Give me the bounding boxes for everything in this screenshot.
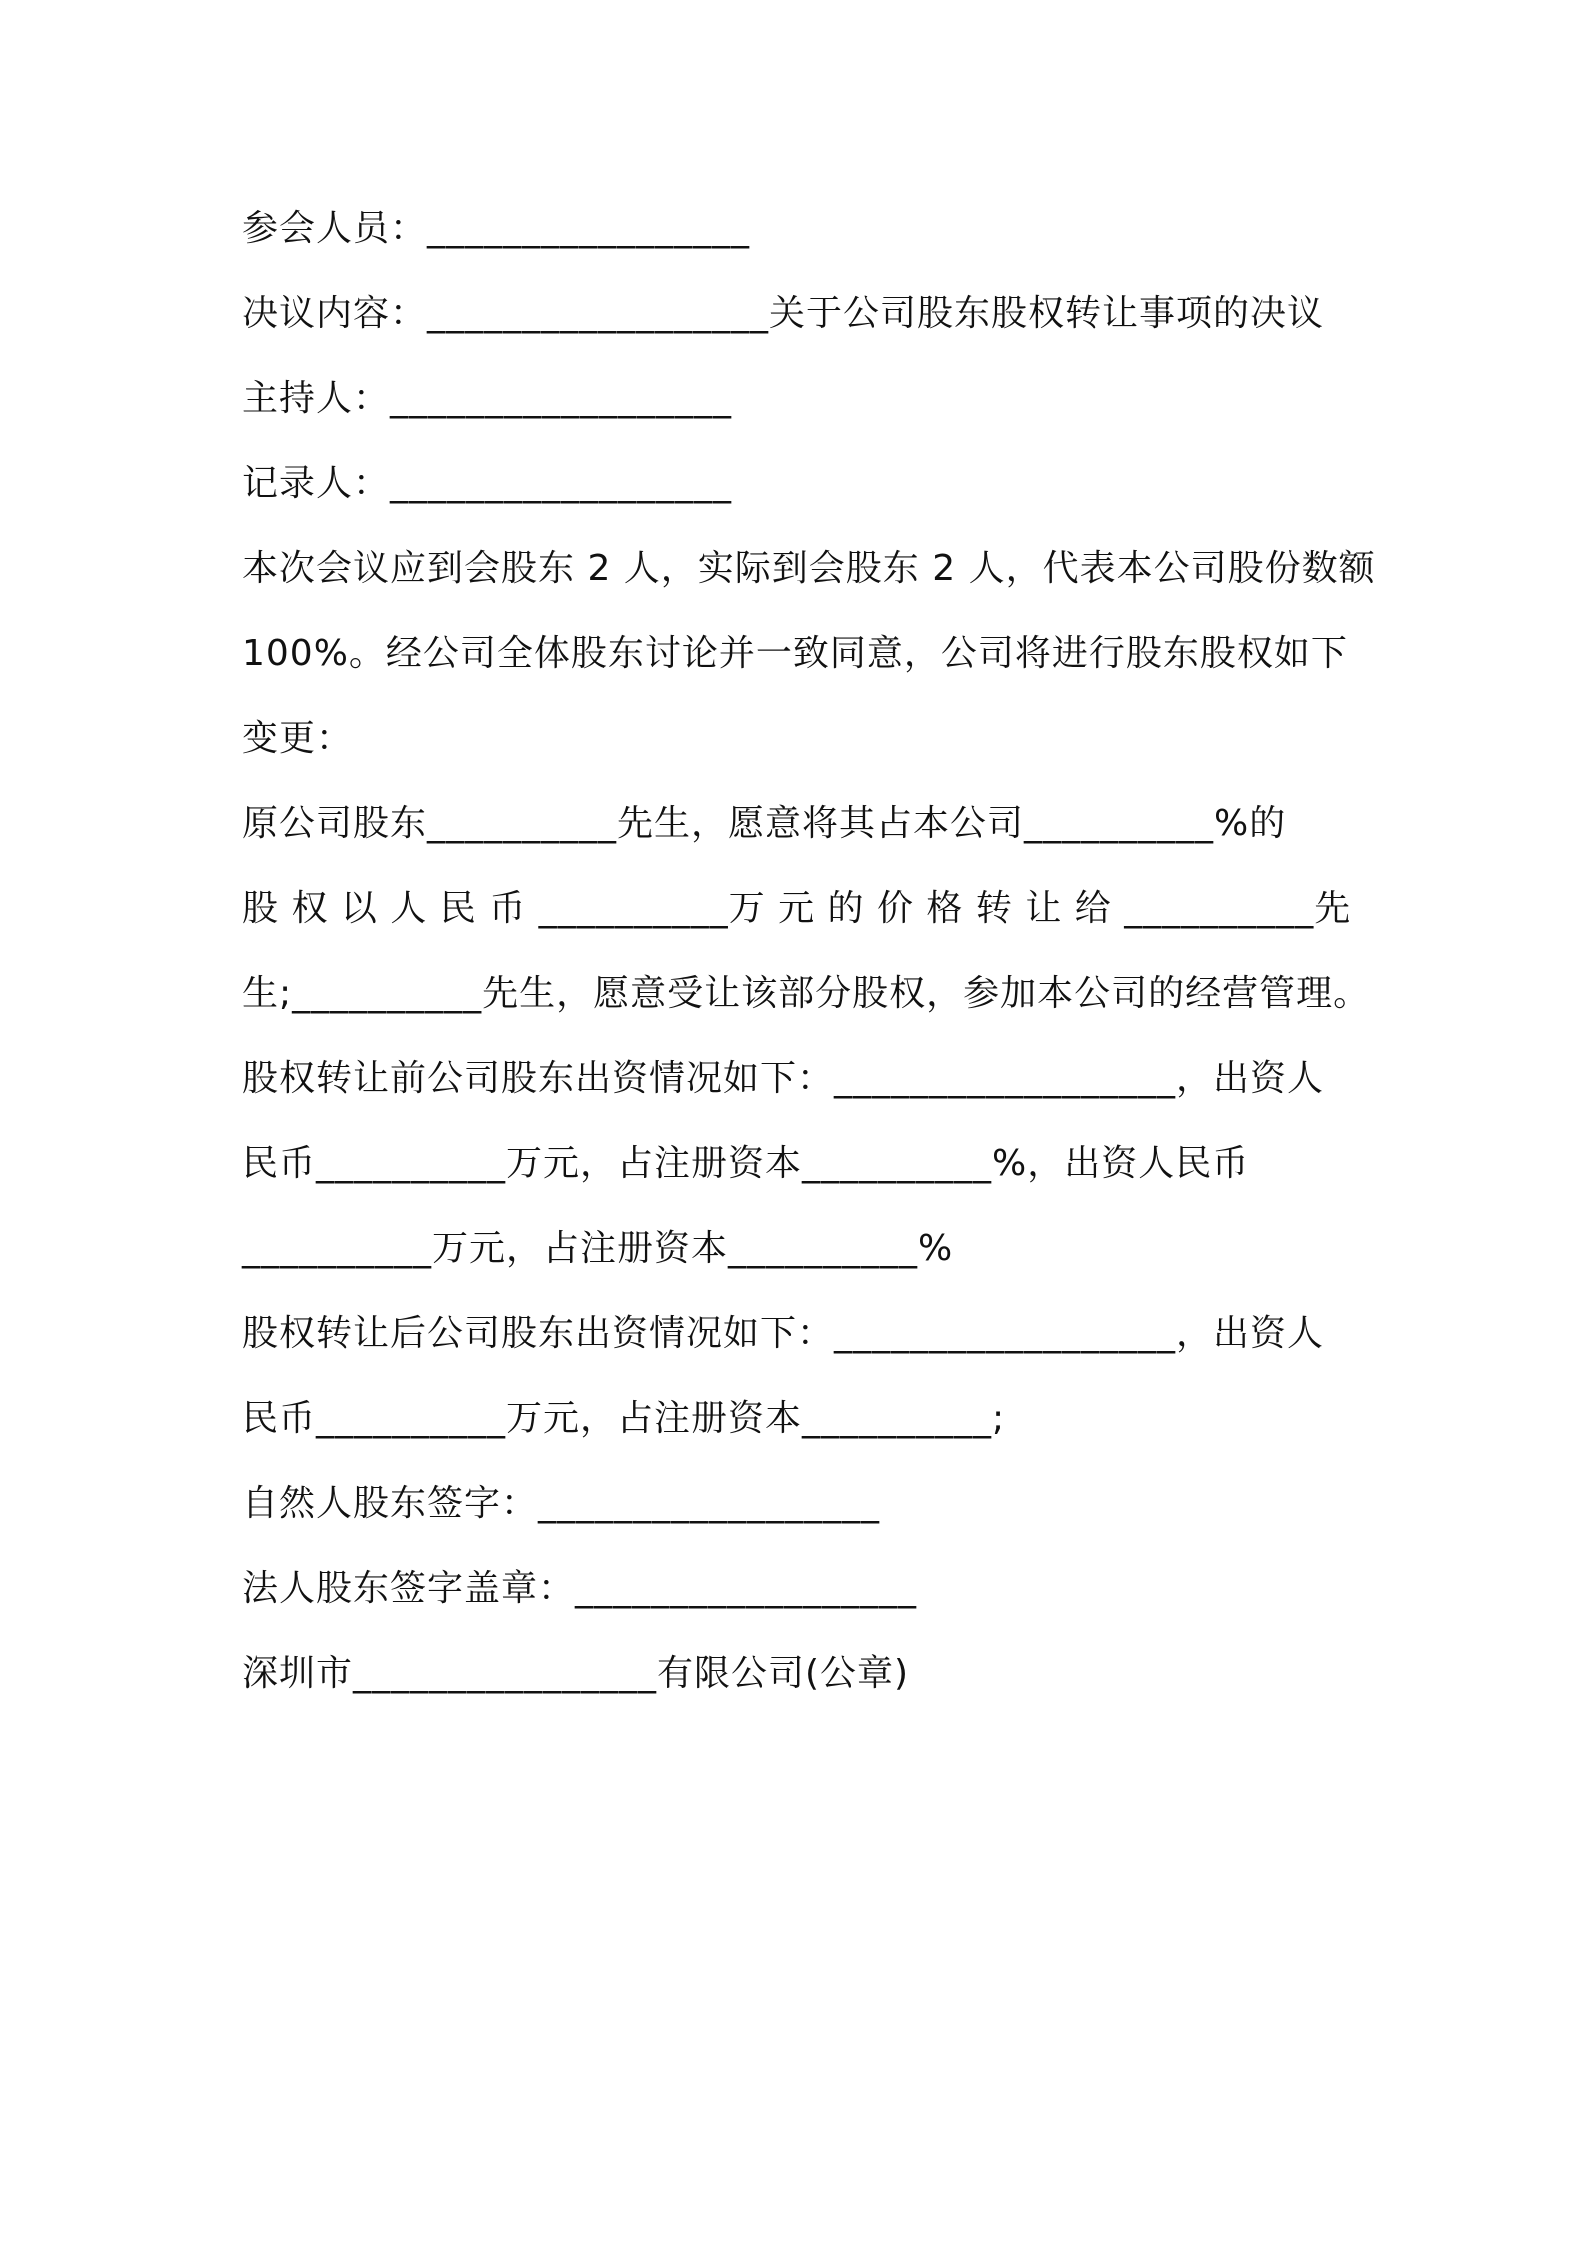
transfer-paragraph-line-1: 原公司股东__________先生，愿意将其占本公司__________%的 (242, 803, 1287, 844)
attendance-paragraph-line-3: 变更： (242, 718, 354, 759)
recorder-line: 记录人：__________________ (242, 463, 733, 504)
before-transfer-line-1: 股权转让前公司股东出资情况如下：__________________，出资人 (242, 1058, 1325, 1099)
company-seal-line: 深圳市________________有限公司(公章) (242, 1653, 910, 1694)
before-transfer-line-2: 民币__________万元，占注册资本__________%，出资人民币 (242, 1143, 1250, 1184)
attendance-paragraph-line-1: 本次会议应到会股东 2 人，实际到会股东 2 人，代表本公司股份数额 (242, 548, 1376, 589)
natural-person-signature-line: 自然人股东签字：__________________ (242, 1483, 881, 1524)
host-line: 主持人：__________________ (242, 378, 733, 419)
legal-person-signature-line: 法人股东签字盖章：__________________ (242, 1568, 918, 1609)
attendees-line: 参会人员：_________________ (242, 208, 751, 249)
after-transfer-line-2: 民币__________万元，占注册资本__________; (242, 1398, 1006, 1439)
transfer-paragraph-line-2: 股 权 以 人 民 币 __________万 元 的 价 格 转 让 给 __________先 (242, 888, 1352, 929)
after-transfer-line-1: 股权转让后公司股东出资情况如下：__________________，出资人 (242, 1313, 1325, 1354)
resolution-content-line: 决议内容：__________________关于公司股东股权转让事项的决议 (242, 293, 1325, 334)
before-transfer-line-3: __________万元，占注册资本__________% (242, 1228, 954, 1269)
transfer-paragraph-line-3: 生;__________先生，愿意受让该部分股权，参加本公司的经营管理。 (242, 973, 1371, 1014)
attendance-paragraph-line-2: 100%。经公司全体股东讨论并一致同意，公司将进行股东股权如下 (242, 633, 1348, 674)
